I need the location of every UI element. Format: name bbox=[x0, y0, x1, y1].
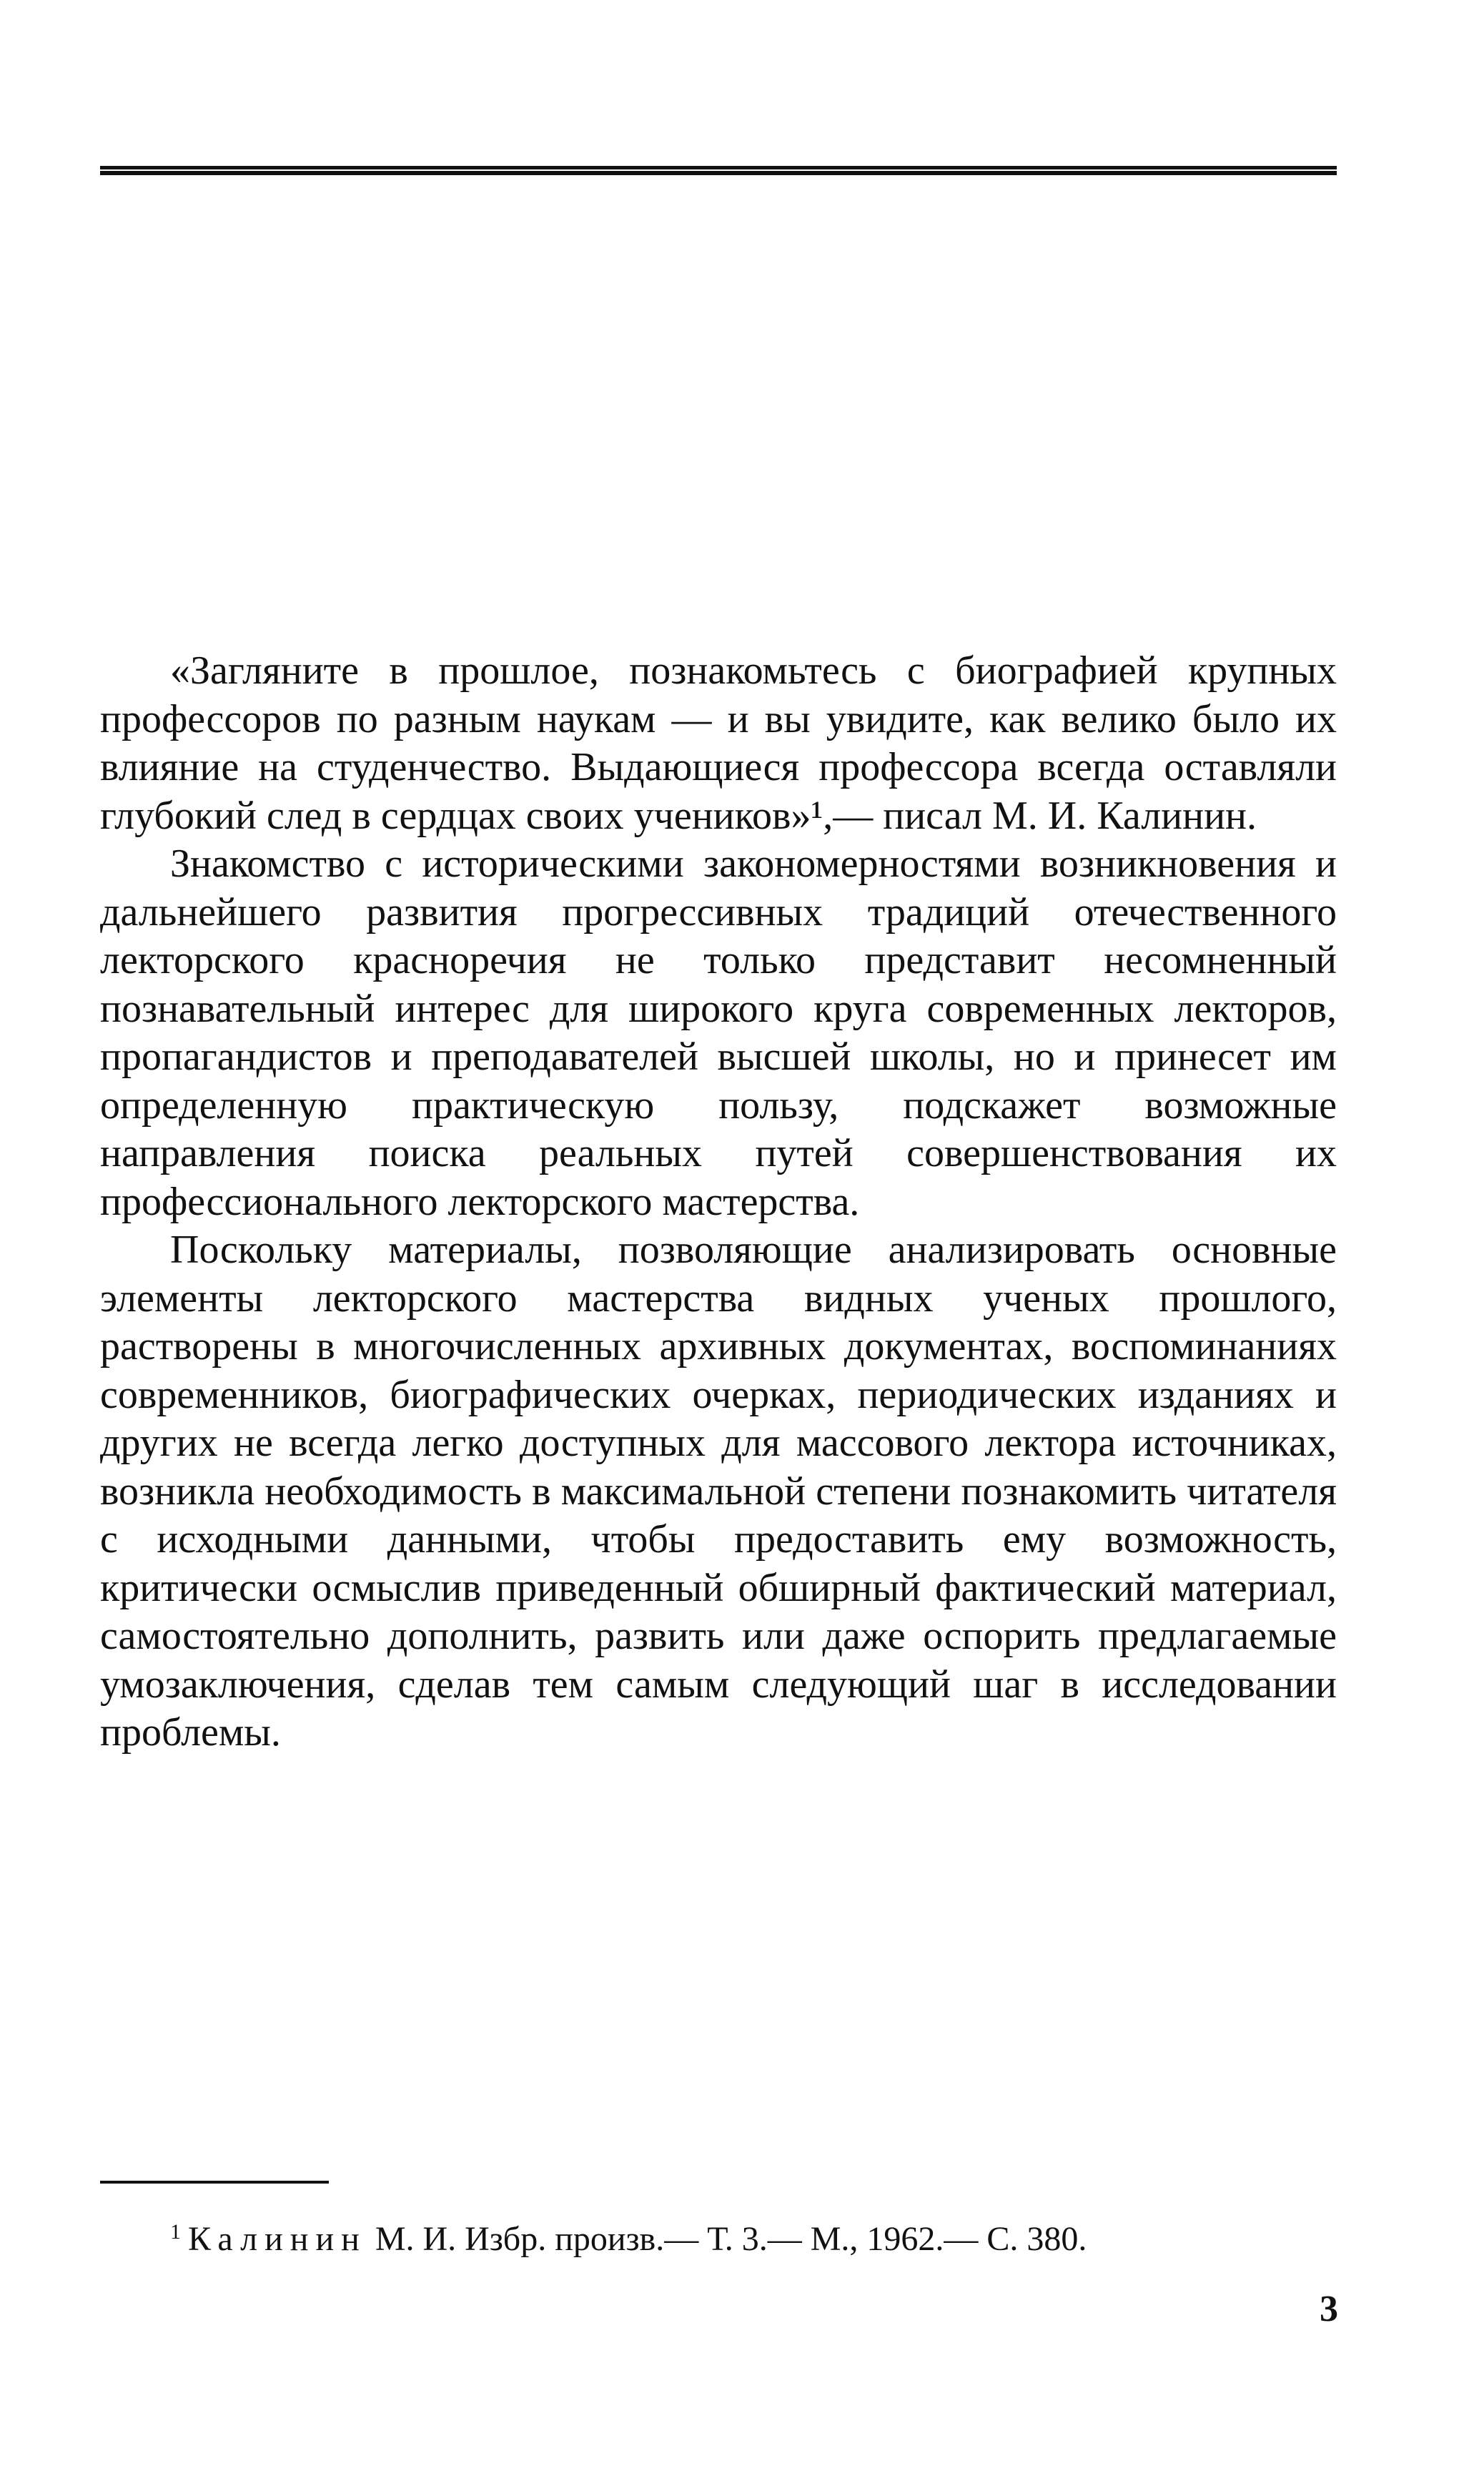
footnote-author: Калинин bbox=[188, 2220, 367, 2258]
paragraph-3: Поскольку материалы, позволяющие анализировать основные элементы лекторского мастерства видных ученых прошлого, растворены в многочисленных архивных документах, воспоминаниях современников, биографических очерках, периодических изданиях и других не всегда легко доступных для массового лектора источниках, возникла необходимость в максимальной степени познакомить читателя с исходными данными, чтобы предоставить ему возможность, критически осмыслив приведенный обширный фактический материал, самостоятельно дополнить, развить или даже оспорить предлагаемые умозаключения, сделав тем самым следующий шаг в исследовании проблемы. bbox=[100, 1228, 1337, 1755]
page-number: 3 bbox=[1320, 2289, 1338, 2329]
body-text bbox=[100, 647, 1337, 1757]
paragraph-2: Знакомство с историческими закономерностями возникновения и дальнейшего развития прогрессивных традиций отечественного лекторского красноречия не только представит несомненный познавательный интерес для широкого круга современных лекторов, пропагандистов и преподавателей высшей школы, но и принесет им определенную практическую пользу, подскажет возможные направления поиска реальных путей совершенствования их профессионального лекторского мастерства. bbox=[100, 842, 1337, 1224]
paragraph-1: «Загляните в прошлое, познакомьтесь с биографией крупных профессоров по разным наукам — и вы увидите, как велико было их влияние на студенчество. Выдающиеся профессора всегда оставляли глубокий след в сердцах своих учеников»¹,— писал М. И. Калинин. bbox=[100, 648, 1337, 838]
footnote-citation: М. И. Избр. произв.— Т. 3.— М., 1962.— С. 380. bbox=[375, 2220, 1087, 2258]
footnote-rule bbox=[100, 2181, 329, 2184]
footnote-marker: 1 bbox=[170, 2220, 181, 2244]
top-rule bbox=[100, 166, 1337, 175]
footnote bbox=[100, 2211, 1337, 2261]
